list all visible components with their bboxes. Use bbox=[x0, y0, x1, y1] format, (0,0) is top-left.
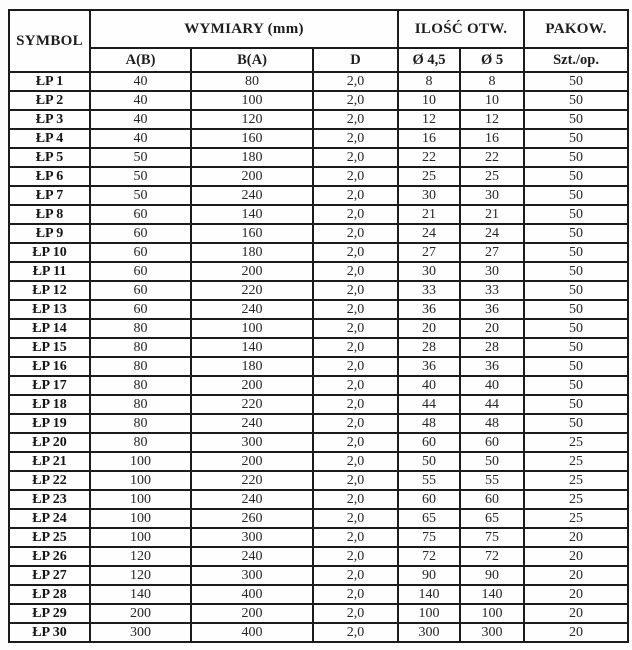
symbol-cell: ŁP 25 bbox=[9, 528, 90, 547]
table-row bbox=[9, 167, 628, 186]
symbol-cell: ŁP 14 bbox=[9, 319, 90, 338]
table-row bbox=[9, 243, 628, 262]
value-cell: 60 bbox=[90, 262, 191, 281]
symbol-cell: ŁP 16 bbox=[9, 357, 90, 376]
value-cell: 40 bbox=[90, 91, 191, 110]
value-cell: 2,0 bbox=[313, 224, 398, 243]
subheader-diam-4-5: Ø 4,5 bbox=[398, 48, 460, 72]
table-row bbox=[9, 604, 628, 623]
value-cell: 240 bbox=[191, 414, 313, 433]
value-cell: 2,0 bbox=[313, 357, 398, 376]
value-cell: 25 bbox=[460, 167, 524, 186]
symbol-cell: ŁP 3 bbox=[9, 110, 90, 129]
value-cell: 55 bbox=[398, 471, 460, 490]
value-cell: 2,0 bbox=[313, 623, 398, 642]
table-row bbox=[9, 433, 628, 452]
subheader-szt-op: Szt./op. bbox=[524, 48, 628, 72]
symbol-cell: ŁP 6 bbox=[9, 167, 90, 186]
symbol-cell: ŁP 28 bbox=[9, 585, 90, 604]
value-cell: 40 bbox=[90, 72, 191, 91]
value-cell: 25 bbox=[398, 167, 460, 186]
table-row bbox=[9, 566, 628, 585]
value-cell: 50 bbox=[90, 148, 191, 167]
table-row bbox=[9, 319, 628, 338]
value-cell: 2,0 bbox=[313, 547, 398, 566]
value-cell: 220 bbox=[191, 395, 313, 414]
value-cell: 8 bbox=[460, 72, 524, 91]
symbol-cell: ŁP 19 bbox=[9, 414, 90, 433]
value-cell: 2,0 bbox=[313, 300, 398, 319]
value-cell: 240 bbox=[191, 186, 313, 205]
value-cell: 50 bbox=[524, 281, 628, 300]
value-cell: 24 bbox=[398, 224, 460, 243]
value-cell: 2,0 bbox=[313, 167, 398, 186]
symbol-cell: ŁP 12 bbox=[9, 281, 90, 300]
value-cell: 240 bbox=[191, 300, 313, 319]
value-cell: 60 bbox=[90, 281, 191, 300]
value-cell: 50 bbox=[524, 186, 628, 205]
value-cell: 27 bbox=[398, 243, 460, 262]
value-cell: 50 bbox=[524, 205, 628, 224]
value-cell: 200 bbox=[191, 167, 313, 186]
symbol-cell: ŁP 1 bbox=[9, 72, 90, 91]
table-row bbox=[9, 224, 628, 243]
symbol-cell: ŁP 23 bbox=[9, 490, 90, 509]
symbol-cell: ŁP 15 bbox=[9, 338, 90, 357]
symbol-cell: ŁP 18 bbox=[9, 395, 90, 414]
symbol-cell: ŁP 13 bbox=[9, 300, 90, 319]
subheader-d: D bbox=[313, 48, 398, 72]
table-row bbox=[9, 262, 628, 281]
value-cell: 100 bbox=[398, 604, 460, 623]
table-row bbox=[9, 395, 628, 414]
value-cell: 60 bbox=[460, 490, 524, 509]
value-cell: 220 bbox=[191, 281, 313, 300]
value-cell: 65 bbox=[460, 509, 524, 528]
value-cell: 50 bbox=[524, 224, 628, 243]
value-cell: 20 bbox=[524, 528, 628, 547]
table-row bbox=[9, 129, 628, 148]
value-cell: 180 bbox=[191, 243, 313, 262]
value-cell: 50 bbox=[524, 357, 628, 376]
value-cell: 50 bbox=[524, 262, 628, 281]
value-cell: 30 bbox=[398, 262, 460, 281]
value-cell: 80 bbox=[90, 414, 191, 433]
table-row bbox=[9, 623, 628, 642]
value-cell: 300 bbox=[90, 623, 191, 642]
value-cell: 50 bbox=[460, 452, 524, 471]
symbol-cell: ŁP 7 bbox=[9, 186, 90, 205]
value-cell: 28 bbox=[398, 338, 460, 357]
value-cell: 2,0 bbox=[313, 338, 398, 357]
value-cell: 40 bbox=[90, 129, 191, 148]
value-cell: 80 bbox=[90, 395, 191, 414]
value-cell: 50 bbox=[524, 167, 628, 186]
symbol-cell: ŁP 29 bbox=[9, 604, 90, 623]
value-cell: 20 bbox=[524, 585, 628, 604]
value-cell: 100 bbox=[90, 452, 191, 471]
value-cell: 300 bbox=[191, 528, 313, 547]
value-cell: 100 bbox=[191, 91, 313, 110]
value-cell: 40 bbox=[460, 376, 524, 395]
symbol-cell: ŁP 20 bbox=[9, 433, 90, 452]
value-cell: 33 bbox=[460, 281, 524, 300]
value-cell: 65 bbox=[398, 509, 460, 528]
value-cell: 2,0 bbox=[313, 91, 398, 110]
table-row bbox=[9, 148, 628, 167]
value-cell: 2,0 bbox=[313, 376, 398, 395]
value-cell: 72 bbox=[460, 547, 524, 566]
value-cell: 100 bbox=[90, 471, 191, 490]
value-cell: 33 bbox=[398, 281, 460, 300]
value-cell: 44 bbox=[460, 395, 524, 414]
value-cell: 80 bbox=[90, 376, 191, 395]
value-cell: 2,0 bbox=[313, 148, 398, 167]
value-cell: 16 bbox=[398, 129, 460, 148]
value-cell: 80 bbox=[90, 319, 191, 338]
value-cell: 24 bbox=[460, 224, 524, 243]
value-cell: 48 bbox=[398, 414, 460, 433]
value-cell: 2,0 bbox=[313, 243, 398, 262]
value-cell: 12 bbox=[398, 110, 460, 129]
value-cell: 50 bbox=[524, 243, 628, 262]
value-cell: 20 bbox=[524, 566, 628, 585]
value-cell: 200 bbox=[90, 604, 191, 623]
value-cell: 2,0 bbox=[313, 585, 398, 604]
value-cell: 21 bbox=[460, 205, 524, 224]
value-cell: 2,0 bbox=[313, 433, 398, 452]
table-row bbox=[9, 376, 628, 395]
value-cell: 2,0 bbox=[313, 452, 398, 471]
value-cell: 30 bbox=[460, 186, 524, 205]
value-cell: 80 bbox=[90, 357, 191, 376]
value-cell: 120 bbox=[90, 547, 191, 566]
value-cell: 300 bbox=[191, 433, 313, 452]
value-cell: 2,0 bbox=[313, 110, 398, 129]
value-cell: 120 bbox=[191, 110, 313, 129]
value-cell: 16 bbox=[460, 129, 524, 148]
value-cell: 2,0 bbox=[313, 414, 398, 433]
symbol-cell: ŁP 8 bbox=[9, 205, 90, 224]
table-row bbox=[9, 471, 628, 490]
value-cell: 20 bbox=[398, 319, 460, 338]
symbol-cell: ŁP 21 bbox=[9, 452, 90, 471]
value-cell: 240 bbox=[191, 547, 313, 566]
value-cell: 220 bbox=[191, 471, 313, 490]
value-cell: 50 bbox=[524, 338, 628, 357]
value-cell: 200 bbox=[191, 604, 313, 623]
value-cell: 36 bbox=[460, 357, 524, 376]
value-cell: 140 bbox=[398, 585, 460, 604]
table-body bbox=[9, 72, 628, 642]
value-cell: 25 bbox=[524, 509, 628, 528]
table-row bbox=[9, 281, 628, 300]
table-row bbox=[9, 585, 628, 604]
value-cell: 240 bbox=[191, 490, 313, 509]
value-cell: 10 bbox=[398, 91, 460, 110]
value-cell: 48 bbox=[460, 414, 524, 433]
subheader-diam-5: Ø 5 bbox=[460, 48, 524, 72]
value-cell: 80 bbox=[90, 338, 191, 357]
value-cell: 50 bbox=[524, 376, 628, 395]
table-row bbox=[9, 490, 628, 509]
value-cell: 50 bbox=[524, 91, 628, 110]
product-spec-table bbox=[8, 9, 629, 643]
value-cell: 80 bbox=[90, 433, 191, 452]
value-cell: 140 bbox=[90, 585, 191, 604]
value-cell: 2,0 bbox=[313, 205, 398, 224]
value-cell: 50 bbox=[90, 167, 191, 186]
symbol-cell: ŁP 17 bbox=[9, 376, 90, 395]
header-pakow: PAKOW. bbox=[524, 10, 628, 48]
subheader-a-b: A(B) bbox=[90, 48, 191, 72]
value-cell: 36 bbox=[398, 300, 460, 319]
value-cell: 60 bbox=[90, 300, 191, 319]
value-cell: 12 bbox=[460, 110, 524, 129]
value-cell: 160 bbox=[191, 224, 313, 243]
table-row bbox=[9, 300, 628, 319]
value-cell: 30 bbox=[460, 262, 524, 281]
value-cell: 2,0 bbox=[313, 566, 398, 585]
value-cell: 2,0 bbox=[313, 528, 398, 547]
table-row bbox=[9, 186, 628, 205]
symbol-cell: ŁP 11 bbox=[9, 262, 90, 281]
symbol-cell: ŁP 27 bbox=[9, 566, 90, 585]
table-row bbox=[9, 357, 628, 376]
table-row bbox=[9, 110, 628, 129]
value-cell: 100 bbox=[460, 604, 524, 623]
value-cell: 50 bbox=[524, 110, 628, 129]
value-cell: 2,0 bbox=[313, 186, 398, 205]
value-cell: 140 bbox=[191, 205, 313, 224]
symbol-cell: ŁP 10 bbox=[9, 243, 90, 262]
value-cell: 60 bbox=[398, 490, 460, 509]
value-cell: 100 bbox=[90, 509, 191, 528]
value-cell: 2,0 bbox=[313, 281, 398, 300]
value-cell: 20 bbox=[460, 319, 524, 338]
value-cell: 2,0 bbox=[313, 509, 398, 528]
value-cell: 2,0 bbox=[313, 395, 398, 414]
value-cell: 2,0 bbox=[313, 490, 398, 509]
value-cell: 50 bbox=[524, 414, 628, 433]
value-cell: 200 bbox=[191, 452, 313, 471]
value-cell: 400 bbox=[191, 585, 313, 604]
table-header bbox=[9, 10, 628, 72]
value-cell: 300 bbox=[460, 623, 524, 642]
value-cell: 60 bbox=[90, 205, 191, 224]
value-cell: 22 bbox=[460, 148, 524, 167]
value-cell: 40 bbox=[90, 110, 191, 129]
value-cell: 160 bbox=[191, 129, 313, 148]
header-symbol: SYMBOL bbox=[9, 10, 90, 72]
header-wymiary-mm: WYMIARY (mm) bbox=[90, 10, 398, 48]
value-cell: 60 bbox=[460, 433, 524, 452]
value-cell: 44 bbox=[398, 395, 460, 414]
table-row bbox=[9, 528, 628, 547]
value-cell: 100 bbox=[90, 528, 191, 547]
value-cell: 180 bbox=[191, 357, 313, 376]
value-cell: 200 bbox=[191, 262, 313, 281]
value-cell: 28 bbox=[460, 338, 524, 357]
value-cell: 140 bbox=[191, 338, 313, 357]
value-cell: 25 bbox=[524, 490, 628, 509]
value-cell: 60 bbox=[90, 224, 191, 243]
value-cell: 2,0 bbox=[313, 604, 398, 623]
value-cell: 20 bbox=[524, 604, 628, 623]
value-cell: 90 bbox=[398, 566, 460, 585]
value-cell: 25 bbox=[524, 433, 628, 452]
value-cell: 50 bbox=[90, 186, 191, 205]
value-cell: 50 bbox=[524, 300, 628, 319]
symbol-cell: ŁP 22 bbox=[9, 471, 90, 490]
value-cell: 25 bbox=[524, 452, 628, 471]
value-cell: 50 bbox=[524, 148, 628, 167]
value-cell: 75 bbox=[398, 528, 460, 547]
symbol-cell: ŁP 24 bbox=[9, 509, 90, 528]
table-row bbox=[9, 72, 628, 91]
header-ilosc-otw: ILOŚĆ OTW. bbox=[398, 10, 524, 48]
value-cell: 50 bbox=[524, 129, 628, 148]
value-cell: 36 bbox=[398, 357, 460, 376]
value-cell: 120 bbox=[90, 566, 191, 585]
value-cell: 40 bbox=[398, 376, 460, 395]
table-row bbox=[9, 547, 628, 566]
value-cell: 100 bbox=[191, 319, 313, 338]
value-cell: 200 bbox=[191, 376, 313, 395]
table-row bbox=[9, 509, 628, 528]
value-cell: 60 bbox=[398, 433, 460, 452]
value-cell: 60 bbox=[90, 243, 191, 262]
value-cell: 300 bbox=[191, 566, 313, 585]
value-cell: 2,0 bbox=[313, 129, 398, 148]
symbol-cell: ŁP 4 bbox=[9, 129, 90, 148]
table-row bbox=[9, 91, 628, 110]
value-cell: 2,0 bbox=[313, 471, 398, 490]
symbol-cell: ŁP 2 bbox=[9, 91, 90, 110]
value-cell: 260 bbox=[191, 509, 313, 528]
value-cell: 50 bbox=[524, 319, 628, 338]
table-row bbox=[9, 414, 628, 433]
value-cell: 30 bbox=[398, 186, 460, 205]
value-cell: 36 bbox=[460, 300, 524, 319]
value-cell: 2,0 bbox=[313, 72, 398, 91]
value-cell: 90 bbox=[460, 566, 524, 585]
value-cell: 25 bbox=[524, 471, 628, 490]
value-cell: 55 bbox=[460, 471, 524, 490]
value-cell: 8 bbox=[398, 72, 460, 91]
symbol-cell: ŁP 30 bbox=[9, 623, 90, 642]
value-cell: 75 bbox=[460, 528, 524, 547]
table-row bbox=[9, 452, 628, 471]
symbol-cell: ŁP 26 bbox=[9, 547, 90, 566]
table-row bbox=[9, 338, 628, 357]
value-cell: 21 bbox=[398, 205, 460, 224]
value-cell: 20 bbox=[524, 623, 628, 642]
value-cell: 80 bbox=[191, 72, 313, 91]
value-cell: 180 bbox=[191, 148, 313, 167]
value-cell: 72 bbox=[398, 547, 460, 566]
value-cell: 20 bbox=[524, 547, 628, 566]
symbol-cell: ŁP 9 bbox=[9, 224, 90, 243]
value-cell: 50 bbox=[398, 452, 460, 471]
value-cell: 400 bbox=[191, 623, 313, 642]
value-cell: 100 bbox=[90, 490, 191, 509]
subheader-b-a: B(A) bbox=[191, 48, 313, 72]
value-cell: 140 bbox=[460, 585, 524, 604]
value-cell: 22 bbox=[398, 148, 460, 167]
table-row bbox=[9, 205, 628, 224]
value-cell: 2,0 bbox=[313, 319, 398, 338]
value-cell: 50 bbox=[524, 72, 628, 91]
symbol-cell: ŁP 5 bbox=[9, 148, 90, 167]
value-cell: 50 bbox=[524, 395, 628, 414]
value-cell: 27 bbox=[460, 243, 524, 262]
value-cell: 2,0 bbox=[313, 262, 398, 281]
value-cell: 10 bbox=[460, 91, 524, 110]
value-cell: 300 bbox=[398, 623, 460, 642]
